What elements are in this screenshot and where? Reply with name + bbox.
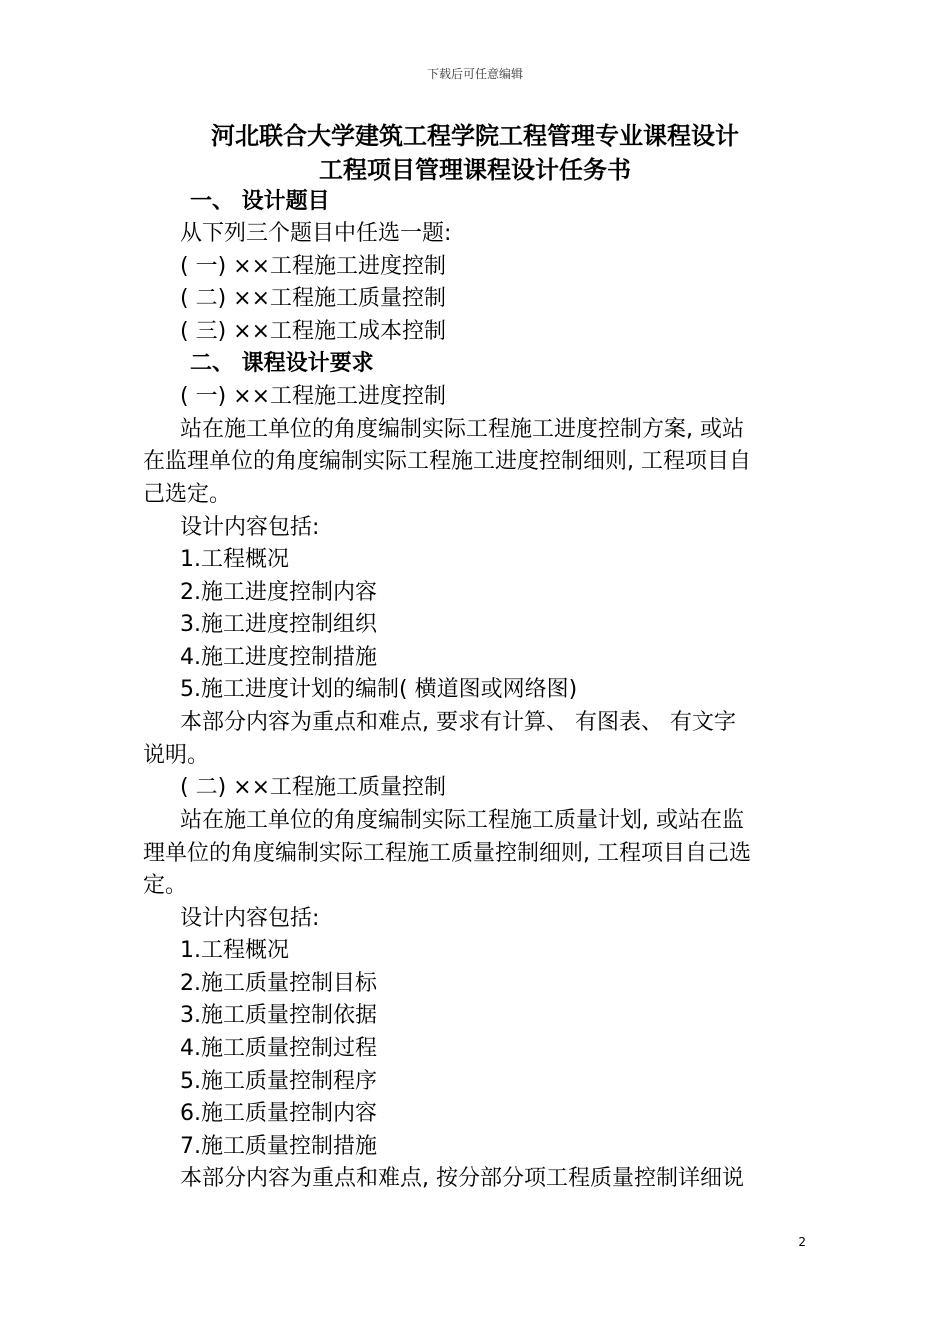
body-line: 本部分内容为重点和难点, 要求有计算、 有图表、 有文字: [180, 710, 736, 735]
list-item: 1.工程概况: [180, 547, 289, 572]
body-line: 本部分内容为重点和难点, 按分部分项工程质量控制详细说: [180, 1166, 744, 1191]
body-line: 站在施工单位的角度编制实际工程施工进度控制方案, 或站: [180, 417, 744, 442]
body-line: 站在施工单位的角度编制实际工程施工质量计划, 或站在监: [180, 808, 744, 833]
subheading: ( 二) ××工程施工质量控制: [180, 775, 447, 800]
body-line: 从下列三个题目中任选一题:: [180, 221, 452, 246]
document-title-line-1: 河北联合大学建筑工程学院工程管理专业课程设计: [211, 122, 739, 150]
body-line: 设计内容包括:: [180, 906, 320, 931]
list-item: ( 三) ××工程施工成本控制: [180, 319, 447, 344]
page-number: 2: [798, 1235, 806, 1249]
list-item: 6.施工质量控制内容: [180, 1101, 377, 1126]
document-title-line-2: 工程项目管理课程设计任务书: [319, 156, 631, 184]
list-item: 3.施工进度控制组织: [180, 612, 377, 637]
list-item: 5.施工质量控制程序: [180, 1069, 377, 1094]
list-item: 4.施工进度控制措施: [180, 645, 377, 670]
list-item: 4.施工质量控制过程: [180, 1036, 377, 1061]
body-line: 理单位的角度编制实际工程施工质量控制细则, 工程项目自己选: [143, 841, 751, 866]
list-item: 5.施工进度计划的编制( 横道图或网络图): [180, 677, 578, 702]
section-heading-requirements: 二、 课程设计要求: [190, 351, 374, 376]
body-line: 定。: [143, 873, 188, 898]
subheading: ( 一) ××工程施工进度控制: [180, 384, 447, 409]
list-item: 2.施工质量控制目标: [180, 971, 377, 996]
body-line: 设计内容包括:: [180, 515, 320, 540]
list-item: 3.施工质量控制依据: [180, 1003, 377, 1028]
list-item: 2.施工进度控制内容: [180, 580, 377, 605]
list-item: 1.工程概况: [180, 938, 289, 963]
body-line: 己选定。: [143, 482, 232, 507]
section-heading-design-topic: 一、 设计题目: [190, 189, 330, 214]
page-header: 下载后可任意编辑: [426, 67, 523, 81]
body-line: 说明。: [143, 743, 210, 768]
body-line: 在监理单位的角度编制实际工程施工进度控制细则, 工程项目自: [143, 449, 751, 474]
list-item: ( 二) ××工程施工质量控制: [180, 286, 447, 311]
list-item: ( 一) ××工程施工进度控制: [180, 254, 447, 279]
list-item: 7.施工质量控制措施: [180, 1134, 377, 1159]
